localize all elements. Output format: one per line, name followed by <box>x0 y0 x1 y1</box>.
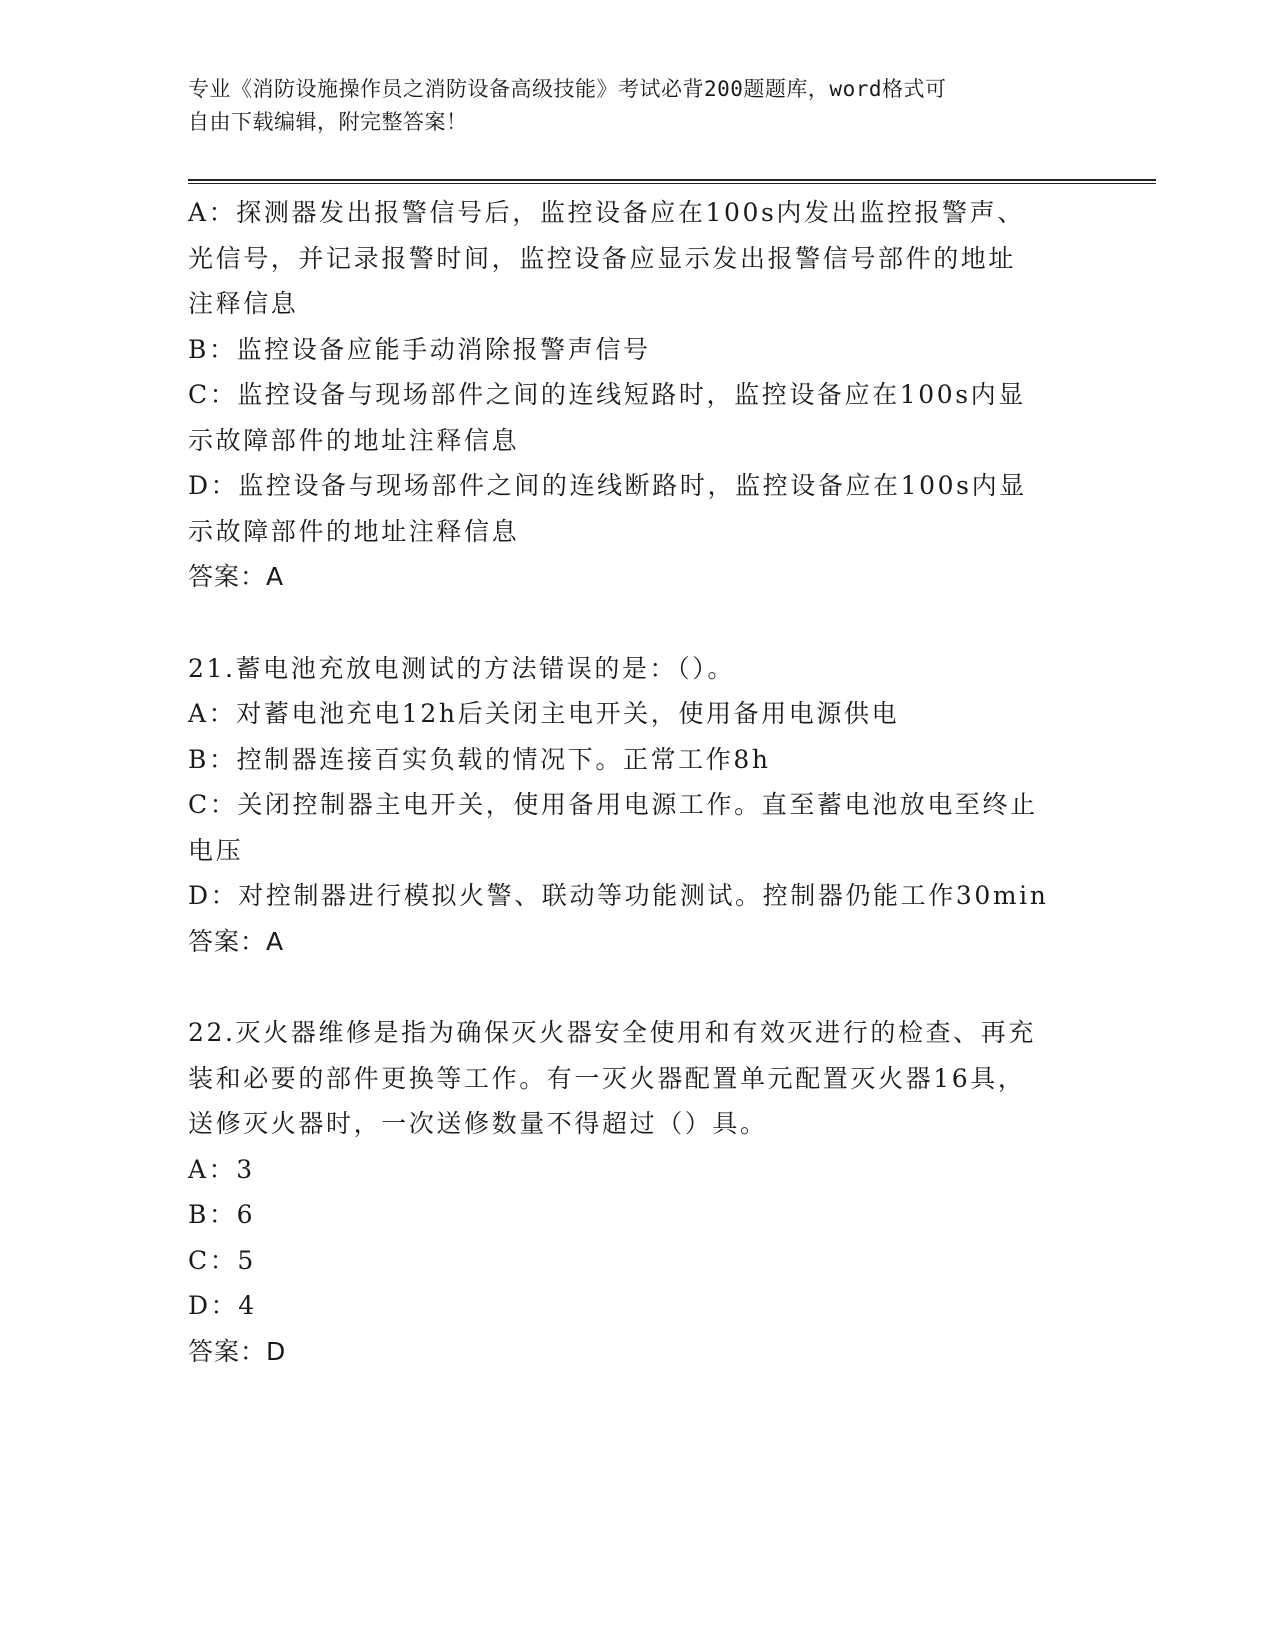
q21-option-c: C：关闭控制器主电开关，使用备用电源工作。直至蓄电池放电至终止 <box>188 790 1038 819</box>
q22-option-a: A：3 <box>188 1154 255 1184</box>
q21-answer: 答案：A <box>188 926 285 956</box>
document-header <box>188 73 1068 139</box>
q22-option-c: C：5 <box>188 1245 256 1275</box>
header-divider <box>188 179 1156 184</box>
question-21 <box>188 646 1078 965</box>
q20-option-b: B：监控设备应能手动消除报警声信号 <box>188 334 651 364</box>
question-22 <box>188 1010 1078 1374</box>
spacer <box>188 600 1078 646</box>
q22-answer: 答案：D <box>188 1336 287 1366</box>
header-line-1: 专业《消防设施操作员之消防设备高级技能》考试必背200题题库，word格式可 <box>188 77 947 101</box>
q22-option-b: B：6 <box>188 1200 256 1229</box>
q20-option-c-cont: 示故障部件的地址注释信息 <box>188 425 520 455</box>
spacer <box>188 964 1078 1010</box>
q22-question-cont: 装和必要的部件更换等工作。有一灭火器配置单元配置灭火器16具， <box>188 1063 1026 1093</box>
q20-option-c: C：监控设备与现场部件之间的连线短路时，监控设备应在100s内显 <box>188 380 1026 409</box>
q21-option-a: A：对蓄电池充电12h后关闭主电开关，使用备用电源供电 <box>188 699 900 728</box>
question-content <box>188 190 1078 1374</box>
q20-option-a-cont2: 注释信息 <box>188 289 299 318</box>
q21-question: 21.蓄电池充放电测试的方法错误的是：（）。 <box>188 653 735 683</box>
header-line-2: 自由下载编辑，附完整答案！ <box>188 110 468 134</box>
q20-option-a: A：探测器发出报警信号后，监控设备应在100s内发出监控报警声、 <box>188 198 1025 227</box>
q21-option-c-cont: 电压 <box>188 835 244 865</box>
q22-question-cont2: 送修灭火器时，一次送修数量不得超过（）具。 <box>188 1109 768 1138</box>
q21-option-b: B：控制器连接百实负载的情况下。正常工作8h <box>188 744 771 774</box>
q20-option-a-cont: 光信号，并记录报警时间，监控设备应显示发出报警信号部件的地址 <box>188 243 1017 273</box>
q22-question: 22.灭火器维修是指为确保灭火器安全使用和有效灭进行的检查、再充 <box>188 1018 1036 1047</box>
q20-option-d-cont: 示故障部件的地址注释信息 <box>188 516 520 546</box>
question-20 <box>188 190 1078 600</box>
q20-answer: 答案：A <box>188 562 285 591</box>
q21-option-d: D：对控制器进行模拟火警、联动等功能测试。控制器仍能工作30min <box>188 881 1049 910</box>
q20-option-d: D：监控设备与现场部件之间的连线断路时，监控设备应在100s内显 <box>188 471 1027 500</box>
q22-option-d: D：4 <box>188 1291 257 1320</box>
